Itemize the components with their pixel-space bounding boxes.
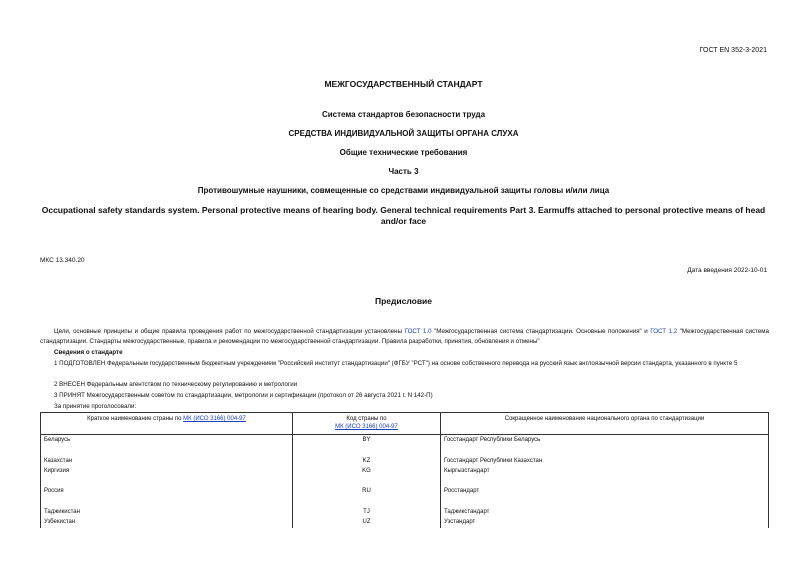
info-item-4: За принятие проголосовали: — [54, 403, 137, 410]
info-item-1: 1 ПОДГОТОВЛЕН Федеральным государственным бюджетным учреждением "Российский институт стандартизации" (ФГБУ "РСТ") на основе собственного перевода на русский язык англоязычной версии стандарта, указанного в пункте 5 — [54, 360, 738, 367]
table-row — [41, 497, 769, 507]
code-cell — [293, 445, 441, 455]
col2-header-link[interactable]: МК (ИСО 3166) 004-97 — [335, 424, 398, 430]
table-row — [41, 435, 769, 446]
country-cell: Узбекистан — [41, 517, 293, 527]
country-cell: Беларусь — [41, 435, 293, 446]
foreword-text-b: "Межгосударственная система стандартизации. Основные положения" и — [431, 328, 651, 335]
table-row — [41, 507, 769, 517]
body-cell — [441, 476, 769, 486]
mks-code: МКС 13.340.20 — [40, 257, 85, 264]
code-cell: BY — [293, 435, 441, 446]
part-title: Противошумные наушники, совмещенные со средствами индивидуальной защиты головы и/или лица — [197, 186, 610, 195]
code-cell: UZ — [293, 517, 441, 527]
country-cell: Таджикистан — [41, 507, 293, 517]
country-cell: Казахстан — [41, 456, 293, 466]
info-item-2: 2 ВНЕСЕН Федеральным агентством по техническому регулированию и метрологии — [54, 381, 298, 388]
requirements-title: Общие технические требования — [339, 148, 468, 157]
table-row — [41, 486, 769, 496]
body-cell — [441, 445, 769, 455]
country-cell — [41, 445, 293, 455]
part-number: Часть 3 — [388, 167, 419, 176]
table-row — [41, 476, 769, 486]
column-header-country — [41, 413, 293, 435]
english-title: Occupational safety standards system. Personal protective means of hearing body. General technical requirements Part 3. Earmuffs attached to personal protective means of head and/or face — [41, 205, 766, 226]
table-header-row — [41, 413, 769, 435]
info-item-3: 3 ПРИНЯТ Межгосударственным советом по стандартизации, метрологии и сертификации (протокол от 26 августа 2021 г. N 142-П) — [54, 392, 433, 399]
system-title: Система стандартов безопасности труда — [321, 110, 486, 119]
foreword-heading: Предисловие — [374, 296, 433, 306]
column-header-code — [293, 413, 441, 435]
code-cell — [293, 497, 441, 507]
col1-header-link[interactable]: МК (ИСО 3166) 004-97 — [183, 416, 246, 422]
table-row — [41, 517, 769, 527]
table-row — [41, 445, 769, 455]
code-cell: RU — [293, 486, 441, 496]
countries-table — [40, 412, 769, 528]
foreword-paragraph — [40, 327, 769, 347]
foreword-text-a: Цели, основные принципы и общие правила проведения работ по межгосударственной стандартизации установлены — [54, 328, 405, 335]
table-row — [41, 456, 769, 466]
col2-header-text: Код страны по — [346, 416, 387, 422]
country-cell: Россия — [41, 486, 293, 496]
body-cell: Госстандарт Республики Беларусь — [441, 435, 769, 446]
column-header-body: Сокращенное наименование национального органа по стандартизации — [441, 413, 769, 435]
table-row — [41, 466, 769, 476]
body-cell: Росстандарт — [441, 486, 769, 496]
gost-1-2-link[interactable]: ГОСТ 1.2 — [650, 328, 678, 335]
subject-title: СРЕДСТВА ИНДИВИДУАЛЬНОЙ ЗАЩИТЫ ОРГАНА СЛУХА — [288, 129, 519, 138]
code-cell: KG — [293, 466, 441, 476]
code-cell — [293, 476, 441, 486]
country-cell: Киргизия — [41, 466, 293, 476]
intro-date: Дата введения 2022-10-01 — [687, 267, 767, 274]
info-heading: Сведения о стандарте — [54, 349, 123, 356]
standard-type-heading: МЕЖГОСУДАРСТВЕННЫЙ СТАНДАРТ — [324, 79, 483, 89]
country-cell — [41, 476, 293, 486]
code-cell: KZ — [293, 456, 441, 466]
foreword-text-c: "Межгосударственная система стандартизации. Стандарты межгосударственные, правила и рекомендации по межгосударственной стандартизации. Правила разработки, принятия, обновления и отмены" — [40, 328, 769, 345]
body-cell: Таджикстандарт — [441, 507, 769, 517]
body-cell: Узстандарт — [441, 517, 769, 527]
body-cell — [441, 497, 769, 507]
col1-header-text: Краткое наименование страны по — [87, 416, 184, 422]
code-cell: TJ — [293, 507, 441, 517]
body-cell: Кыргызстандарт — [441, 466, 769, 476]
document-code: ГОСТ EN 352-3-2021 — [699, 47, 767, 54]
gost-1-0-link[interactable]: ГОСТ 1.0 — [404, 328, 432, 335]
body-cell: Госстандарт Республики Казахстан — [441, 456, 769, 466]
country-cell — [41, 497, 293, 507]
